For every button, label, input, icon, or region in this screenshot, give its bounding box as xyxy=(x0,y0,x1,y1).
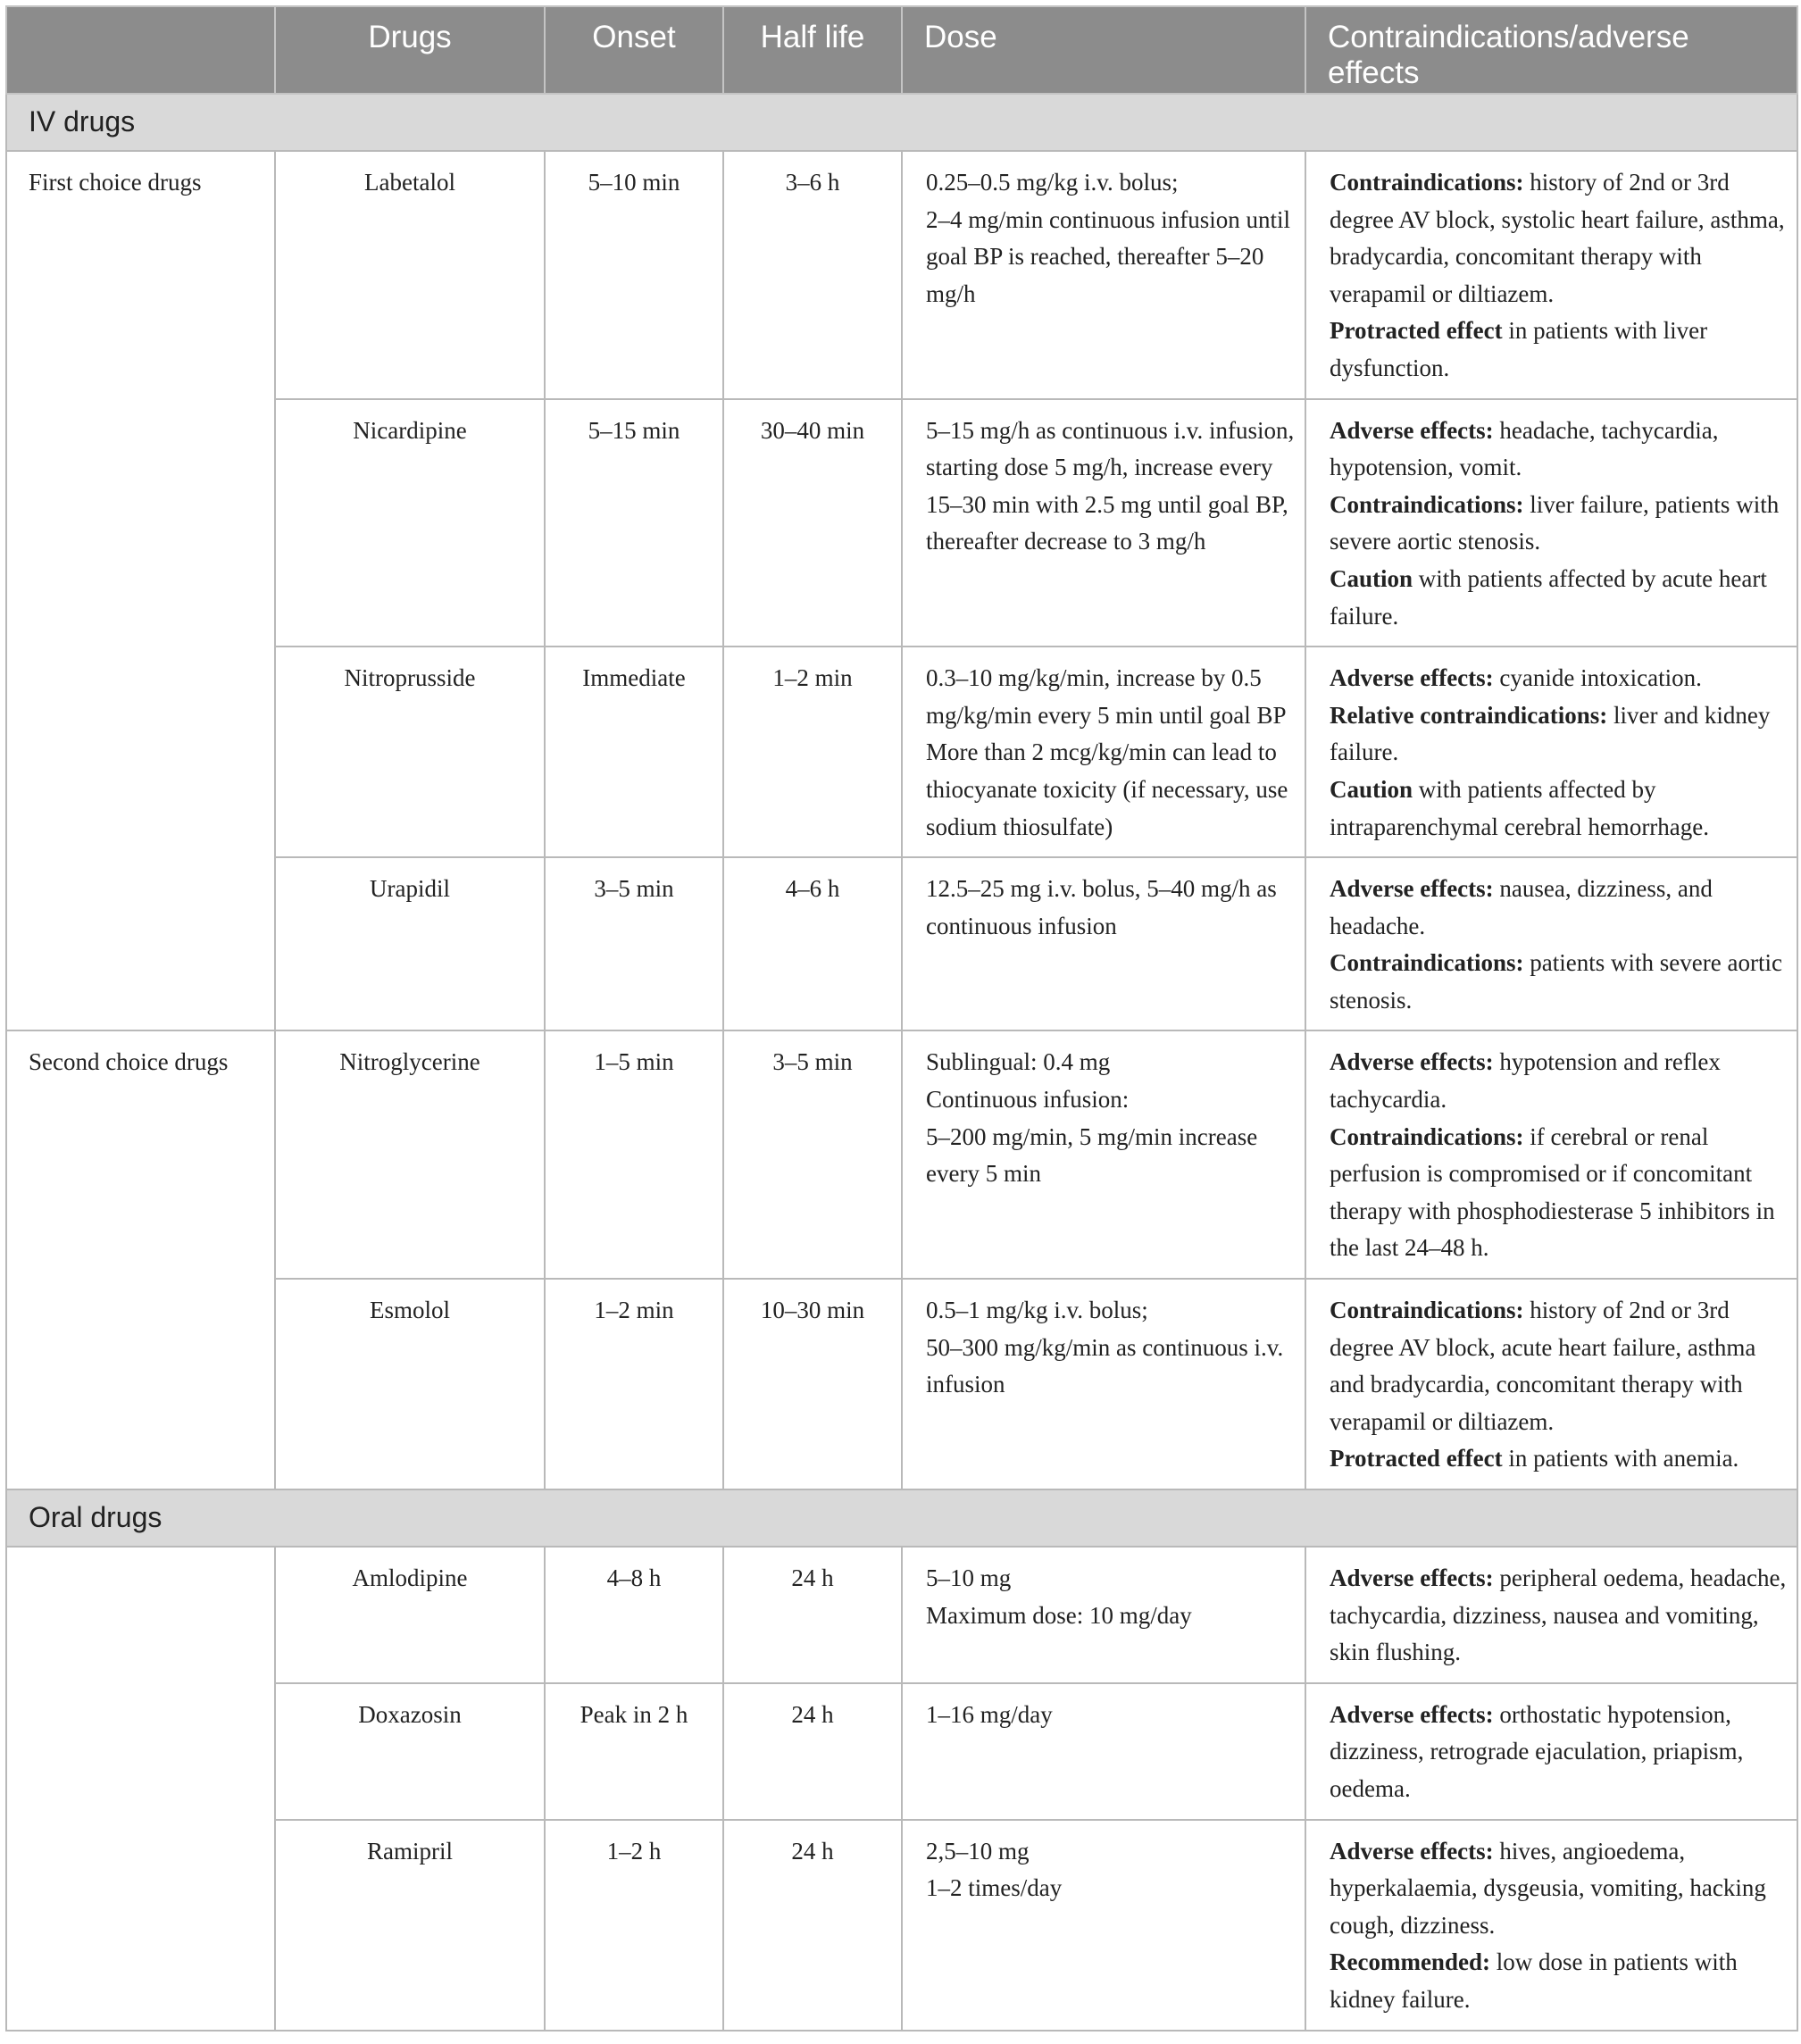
drug-name: Doxazosin xyxy=(275,1683,545,1820)
drug-table xyxy=(5,5,1798,2031)
note-text: low dose in patients with kidney failure. xyxy=(1330,1948,1738,2013)
table-row xyxy=(6,857,1797,1030)
onset-value: 5–15 min xyxy=(545,399,723,647)
dose-line: Sublingual: 0.4 mg xyxy=(926,1048,1111,1076)
note xyxy=(1330,1119,1788,1267)
note-text: liver and kidney failure. xyxy=(1330,701,1771,766)
dose-line: 1–16 mg/day xyxy=(926,1700,1053,1728)
note-label: Protracted effect xyxy=(1330,317,1503,345)
dose-cell xyxy=(902,399,1305,647)
table-row xyxy=(6,647,1797,857)
note xyxy=(1330,1044,1788,1118)
half-life-value: 30–40 min xyxy=(723,399,902,647)
note-label: Contraindications: xyxy=(1330,490,1524,518)
onset-header: Onset xyxy=(545,6,723,94)
note xyxy=(1330,413,1788,487)
table-row xyxy=(6,1820,1797,2031)
dose-cell xyxy=(902,151,1305,399)
table-row xyxy=(6,151,1797,399)
header-row xyxy=(6,6,1797,94)
drug-name: Esmolol xyxy=(275,1279,545,1489)
note xyxy=(1330,1440,1788,1478)
note-text: headache, tachycardia, hypotension, vomit. xyxy=(1330,416,1719,481)
section-title-iv: IV drugs xyxy=(6,94,1797,151)
onset-value: Immediate xyxy=(545,647,723,857)
note xyxy=(1330,871,1788,945)
note-label: Adverse effects: xyxy=(1330,875,1494,903)
drug-name: Ramipril xyxy=(275,1820,545,2031)
note-text: in patients with liver dysfunction. xyxy=(1330,317,1708,381)
onset-value: Peak in 2 h xyxy=(545,1683,723,1820)
dose-cell xyxy=(902,857,1305,1030)
dose-cell xyxy=(902,1030,1305,1279)
note xyxy=(1330,697,1788,772)
half-life-value: 4–6 h xyxy=(723,857,902,1030)
dose-cell xyxy=(902,647,1305,857)
table-row xyxy=(6,1279,1797,1489)
contraindications-header: Contraindications/adverse effects xyxy=(1305,6,1797,94)
onset-value: 1–2 h xyxy=(545,1820,723,2031)
group-second-choice: Second choice drugs xyxy=(6,1030,275,1489)
contraindications-cell xyxy=(1305,1030,1797,1279)
note xyxy=(1330,1560,1788,1672)
table-row xyxy=(6,399,1797,647)
note-text: with patients affected by acute heart failure. xyxy=(1330,564,1767,630)
note-label: Protracted effect xyxy=(1330,1445,1503,1473)
contraindications-cell xyxy=(1305,399,1797,647)
half-life-value: 24 h xyxy=(723,1820,902,2031)
dose-line: 12.5–25 mg i.v. bolus, 5–40 mg/h as continuous infusion xyxy=(926,875,1277,939)
dose-line: 5–15 mg/h as continuous i.v. infusion, starting dose 5 mg/h, increase every 15–30 min with 2.5 mg until goal BP, thereafter decrease to 3 mg/h xyxy=(926,416,1295,555)
note-label: Caution xyxy=(1330,775,1413,803)
note xyxy=(1330,945,1788,1019)
note xyxy=(1330,1833,1788,1945)
note xyxy=(1330,1292,1788,1440)
dose-line: 5–10 mg xyxy=(926,1564,1012,1591)
half-life-value: 24 h xyxy=(723,1547,902,1683)
dose-line: 5–200 mg/min, 5 mg/min increase every 5 min xyxy=(926,1122,1258,1188)
drug-name: Nicardipine xyxy=(275,399,545,647)
contraindications-cell xyxy=(1305,857,1797,1030)
dose-line: 0.25–0.5 mg/kg i.v. bolus; xyxy=(926,169,1179,196)
section-title-oral: Oral drugs xyxy=(6,1489,1797,1547)
table-row xyxy=(6,1547,1797,1683)
note-label: Caution xyxy=(1330,564,1413,592)
note-label: Adverse effects: xyxy=(1330,416,1494,444)
dose-cell xyxy=(902,1279,1305,1489)
dose-line: 0.3–10 mg/kg/min, increase by 0.5 mg/kg/min every 5 min until goal BP xyxy=(926,664,1287,729)
drug-name: Urapidil xyxy=(275,857,545,1030)
onset-value: 4–8 h xyxy=(545,1547,723,1683)
onset-value: 1–2 min xyxy=(545,1279,723,1489)
drug-name: Labetalol xyxy=(275,151,545,399)
note-text: nausea, dizziness, and headache. xyxy=(1330,875,1713,939)
note xyxy=(1330,660,1788,697)
note-text: cyanide intoxication. xyxy=(1493,664,1702,692)
note xyxy=(1330,313,1788,387)
note-label: Adverse effects: xyxy=(1330,664,1494,692)
note xyxy=(1330,164,1788,313)
note-text: with patients affected by intraparenchymal cerebral hemorrhage. xyxy=(1330,775,1710,840)
drug-name: Amlodipine xyxy=(275,1547,545,1683)
note-text: hypotension and reflex tachycardia. xyxy=(1330,1048,1721,1114)
note-label: Recommended: xyxy=(1330,1948,1490,1976)
drug-name: Nitroglycerine xyxy=(275,1030,545,1279)
dose-line: More than 2 mcg/kg/min can lead to thiocyanate toxicity (if necessary, use sodium thiosulfate) xyxy=(926,738,1288,840)
contraindications-cell xyxy=(1305,151,1797,399)
dose-line: Maximum dose: 10 mg/day xyxy=(926,1601,1192,1629)
note-label: Contraindications: xyxy=(1330,169,1524,196)
dose-line: 2,5–10 mg xyxy=(926,1837,1030,1865)
category-header xyxy=(6,6,275,94)
note-label: Relative contraindications: xyxy=(1330,701,1608,729)
note-label: Contraindications: xyxy=(1330,1122,1524,1150)
note-label: Adverse effects: xyxy=(1330,1700,1494,1728)
dose-line: 0.5–1 mg/kg i.v. bolus; xyxy=(926,1297,1148,1324)
onset-value: 1–5 min xyxy=(545,1030,723,1279)
note-label: Adverse effects: xyxy=(1330,1837,1494,1865)
dose-line: Continuous infusion: xyxy=(926,1086,1130,1114)
note xyxy=(1330,561,1788,635)
drug-name: Nitroprusside xyxy=(275,647,545,857)
drugs-header: Drugs xyxy=(275,6,545,94)
dose-line: 1–2 times/day xyxy=(926,1874,1063,1902)
note-label: Contraindications: xyxy=(1330,949,1524,977)
note xyxy=(1330,1944,1788,2018)
note-text: hives, angioedema, hyperkalaemia, dysgeusia, vomiting, hacking cough, dizziness. xyxy=(1330,1837,1766,1939)
note-text: in patients with anemia. xyxy=(1502,1445,1739,1473)
half-life-value: 1–2 min xyxy=(723,647,902,857)
note-label: Contraindications: xyxy=(1330,1297,1524,1324)
dose-header: Dose xyxy=(902,6,1305,94)
note xyxy=(1330,487,1788,561)
dose-cell xyxy=(902,1547,1305,1683)
group-oral xyxy=(6,1547,275,2031)
half-life-value: 3–6 h xyxy=(723,151,902,399)
section-row-oral xyxy=(6,1489,1797,1547)
half-life-header: Half life xyxy=(723,6,902,94)
note-text: patients with severe aortic stenosis. xyxy=(1330,949,1782,1014)
dose-line: 50–300 mg/kg/min as continuous i.v. infusion xyxy=(926,1333,1284,1398)
half-life-value: 24 h xyxy=(723,1683,902,1820)
note xyxy=(1330,772,1788,846)
half-life-value: 10–30 min xyxy=(723,1279,902,1489)
note-text: orthostatic hypotension, dizziness, retrograde ejaculation, priapism, oedema. xyxy=(1330,1700,1744,1802)
table-row xyxy=(6,1030,1797,1279)
dose-line: 2–4 mg/min continuous infusion until goal BP is reached, thereafter 5–20 mg/h xyxy=(926,205,1291,307)
table-row xyxy=(6,1683,1797,1820)
contraindications-cell xyxy=(1305,647,1797,857)
dose-cell xyxy=(902,1683,1305,1820)
note-text: history of 2nd or 3rd degree AV block, acute heart failure, asthma and bradycardia, concomitant therapy with verapamil or diltiazem. xyxy=(1330,1297,1756,1435)
note-text: peripheral oedema, headache, tachycardia, dizziness, nausea and vomiting, skin flushing. xyxy=(1330,1564,1787,1666)
note-label: Adverse effects: xyxy=(1330,1564,1494,1591)
group-first-choice: First choice drugs xyxy=(6,151,275,1030)
onset-value: 5–10 min xyxy=(545,151,723,399)
contraindications-cell xyxy=(1305,1820,1797,2031)
note-text: history of 2nd or 3rd degree AV block, systolic heart failure, asthma, bradycardia, concomitant therapy with verapamil or diltiazem. xyxy=(1330,169,1785,307)
note-text: liver failure, patients with severe aortic stenosis. xyxy=(1330,490,1780,555)
onset-value: 3–5 min xyxy=(545,857,723,1030)
half-life-value: 3–5 min xyxy=(723,1030,902,1279)
contraindications-cell xyxy=(1305,1279,1797,1489)
note xyxy=(1330,1697,1788,1808)
contraindications-cell xyxy=(1305,1547,1797,1683)
contraindications-cell xyxy=(1305,1683,1797,1820)
note-label: Adverse effects: xyxy=(1330,1048,1494,1076)
dose-cell xyxy=(902,1820,1305,2031)
note-text: if cerebral or renal perfusion is compromised or if concomitant therapy with phosphodiesterase 5 inhibitors in the last 24–48 h. xyxy=(1330,1122,1775,1262)
section-row-iv xyxy=(6,94,1797,151)
